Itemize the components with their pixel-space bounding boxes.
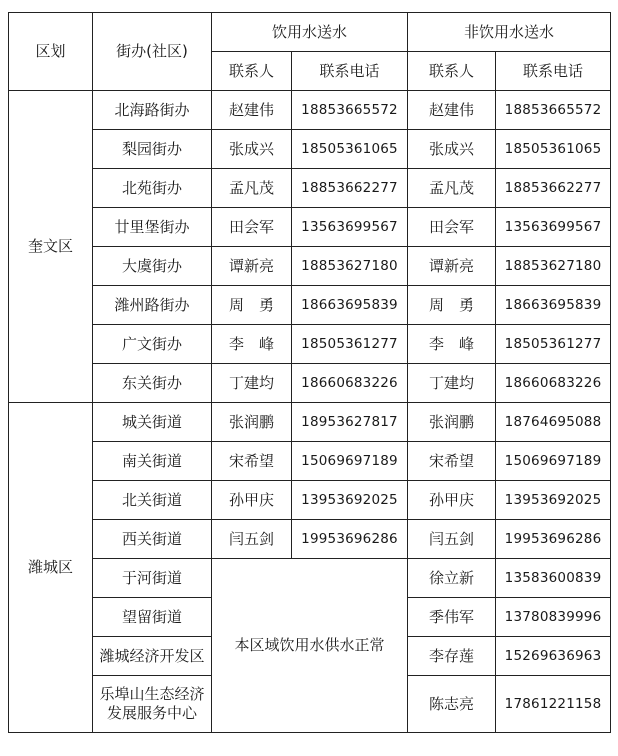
district-cell: 潍城区 xyxy=(9,403,93,733)
header-drinking-phone: 联系电话 xyxy=(292,52,408,91)
nondrinking-contact-cell: 张成兴 xyxy=(408,130,496,169)
nondrinking-phone-cell: 15269636963 xyxy=(496,637,611,676)
drinking-contact-cell: 闫五剑 xyxy=(212,520,292,559)
drinking-phone-cell: 18853627180 xyxy=(292,247,408,286)
table-row xyxy=(9,442,611,481)
header-row-1 xyxy=(9,13,611,52)
drinking-phone-cell: 18953627817 xyxy=(292,403,408,442)
header-drinking-water: 饮用水送水 xyxy=(212,13,408,52)
table-row xyxy=(9,403,611,442)
drinking-contact-cell: 孙甲庆 xyxy=(212,481,292,520)
nondrinking-phone-cell: 18505361065 xyxy=(496,130,611,169)
drinking-phone-cell: 18663695839 xyxy=(292,286,408,325)
table-row xyxy=(9,91,611,130)
nondrinking-phone-cell: 18853662277 xyxy=(496,169,611,208)
nondrinking-phone-cell: 13953692025 xyxy=(496,481,611,520)
nondrinking-contact-cell: 张润鹏 xyxy=(408,403,496,442)
nondrinking-phone-cell: 18853627180 xyxy=(496,247,611,286)
nondrinking-phone-cell: 13780839996 xyxy=(496,598,611,637)
table-row xyxy=(9,364,611,403)
drinking-phone-cell: 15069697189 xyxy=(292,442,408,481)
nondrinking-contact-cell: 谭新亮 xyxy=(408,247,496,286)
header-drinking-contact: 联系人 xyxy=(212,52,292,91)
nondrinking-contact-cell: 丁建均 xyxy=(408,364,496,403)
street-cell: 于河街道 xyxy=(93,559,212,598)
drinking-phone-cell: 18505361065 xyxy=(292,130,408,169)
nondrinking-contact-cell: 季伟军 xyxy=(408,598,496,637)
nondrinking-contact-cell: 陈志亮 xyxy=(408,676,496,733)
drinking-phone-cell: 18505361277 xyxy=(292,325,408,364)
street-cell: 梨园街办 xyxy=(93,130,212,169)
nondrinking-contact-cell: 孟凡茂 xyxy=(408,169,496,208)
nondrinking-contact-cell: 赵建伟 xyxy=(408,91,496,130)
table-row xyxy=(9,520,611,559)
drinking-phone-cell: 13953692025 xyxy=(292,481,408,520)
nondrinking-phone-cell: 13563699567 xyxy=(496,208,611,247)
drinking-phone-cell: 13563699567 xyxy=(292,208,408,247)
street-cell: 廿里堡街办 xyxy=(93,208,212,247)
water-delivery-contact-table xyxy=(8,12,611,733)
district-cell: 奎文区 xyxy=(9,91,93,403)
drinking-contact-cell: 周 勇 xyxy=(212,286,292,325)
street-cell: 潍城经济开发区 xyxy=(93,637,212,676)
header-nondrinking-phone: 联系电话 xyxy=(496,52,611,91)
header-non-drinking-water: 非饮用水送水 xyxy=(408,13,611,52)
table-row xyxy=(9,208,611,247)
nondrinking-phone-cell: 18663695839 xyxy=(496,286,611,325)
street-cell: 西关街道 xyxy=(93,520,212,559)
street-cell: 城关街道 xyxy=(93,403,212,442)
nondrinking-phone-cell: 18853665572 xyxy=(496,91,611,130)
nondrinking-contact-cell: 李 峰 xyxy=(408,325,496,364)
drinking-water-merged-note: 本区域饮用水供水正常 xyxy=(212,559,408,733)
nondrinking-phone-cell: 13583600839 xyxy=(496,559,611,598)
street-cell: 乐埠山生态经济发展服务中心 xyxy=(93,676,212,733)
drinking-phone-cell: 18853665572 xyxy=(292,91,408,130)
header-nondrinking-contact: 联系人 xyxy=(408,52,496,91)
street-cell: 北苑街办 xyxy=(93,169,212,208)
nondrinking-contact-cell: 李存莲 xyxy=(408,637,496,676)
nondrinking-contact-cell: 田会军 xyxy=(408,208,496,247)
street-cell: 北关街道 xyxy=(93,481,212,520)
nondrinking-contact-cell: 周 勇 xyxy=(408,286,496,325)
table-row xyxy=(9,247,611,286)
drinking-phone-cell: 18660683226 xyxy=(292,364,408,403)
drinking-contact-cell: 孟凡茂 xyxy=(212,169,292,208)
nondrinking-phone-cell: 18505361277 xyxy=(496,325,611,364)
table-row xyxy=(9,286,611,325)
street-cell: 大虞街办 xyxy=(93,247,212,286)
drinking-contact-cell: 赵建伟 xyxy=(212,91,292,130)
street-cell: 北海路街办 xyxy=(93,91,212,130)
drinking-contact-cell: 田会军 xyxy=(212,208,292,247)
street-cell: 望留街道 xyxy=(93,598,212,637)
nondrinking-phone-cell: 18660683226 xyxy=(496,364,611,403)
table-row xyxy=(9,325,611,364)
drinking-contact-cell: 谭新亮 xyxy=(212,247,292,286)
drinking-phone-cell: 19953696286 xyxy=(292,520,408,559)
header-street: 街办(社区) xyxy=(93,13,212,91)
nondrinking-contact-cell: 孙甲庆 xyxy=(408,481,496,520)
street-cell: 潍州路街办 xyxy=(93,286,212,325)
table-row xyxy=(9,130,611,169)
nondrinking-contact-cell: 徐立新 xyxy=(408,559,496,598)
nondrinking-contact-cell: 闫五剑 xyxy=(408,520,496,559)
street-cell: 南关街道 xyxy=(93,442,212,481)
drinking-contact-cell: 张润鹏 xyxy=(212,403,292,442)
drinking-contact-cell: 丁建均 xyxy=(212,364,292,403)
nondrinking-phone-cell: 18764695088 xyxy=(496,403,611,442)
header-district: 区划 xyxy=(9,13,93,91)
street-cell: 广文街办 xyxy=(93,325,212,364)
nondrinking-phone-cell: 17861221158 xyxy=(496,676,611,733)
table-row xyxy=(9,481,611,520)
drinking-phone-cell: 18853662277 xyxy=(292,169,408,208)
table-row xyxy=(9,559,611,598)
table-row xyxy=(9,169,611,208)
nondrinking-contact-cell: 宋希望 xyxy=(408,442,496,481)
drinking-contact-cell: 宋希望 xyxy=(212,442,292,481)
nondrinking-phone-cell: 15069697189 xyxy=(496,442,611,481)
street-cell: 东关街办 xyxy=(93,364,212,403)
nondrinking-phone-cell: 19953696286 xyxy=(496,520,611,559)
drinking-contact-cell: 李 峰 xyxy=(212,325,292,364)
drinking-contact-cell: 张成兴 xyxy=(212,130,292,169)
